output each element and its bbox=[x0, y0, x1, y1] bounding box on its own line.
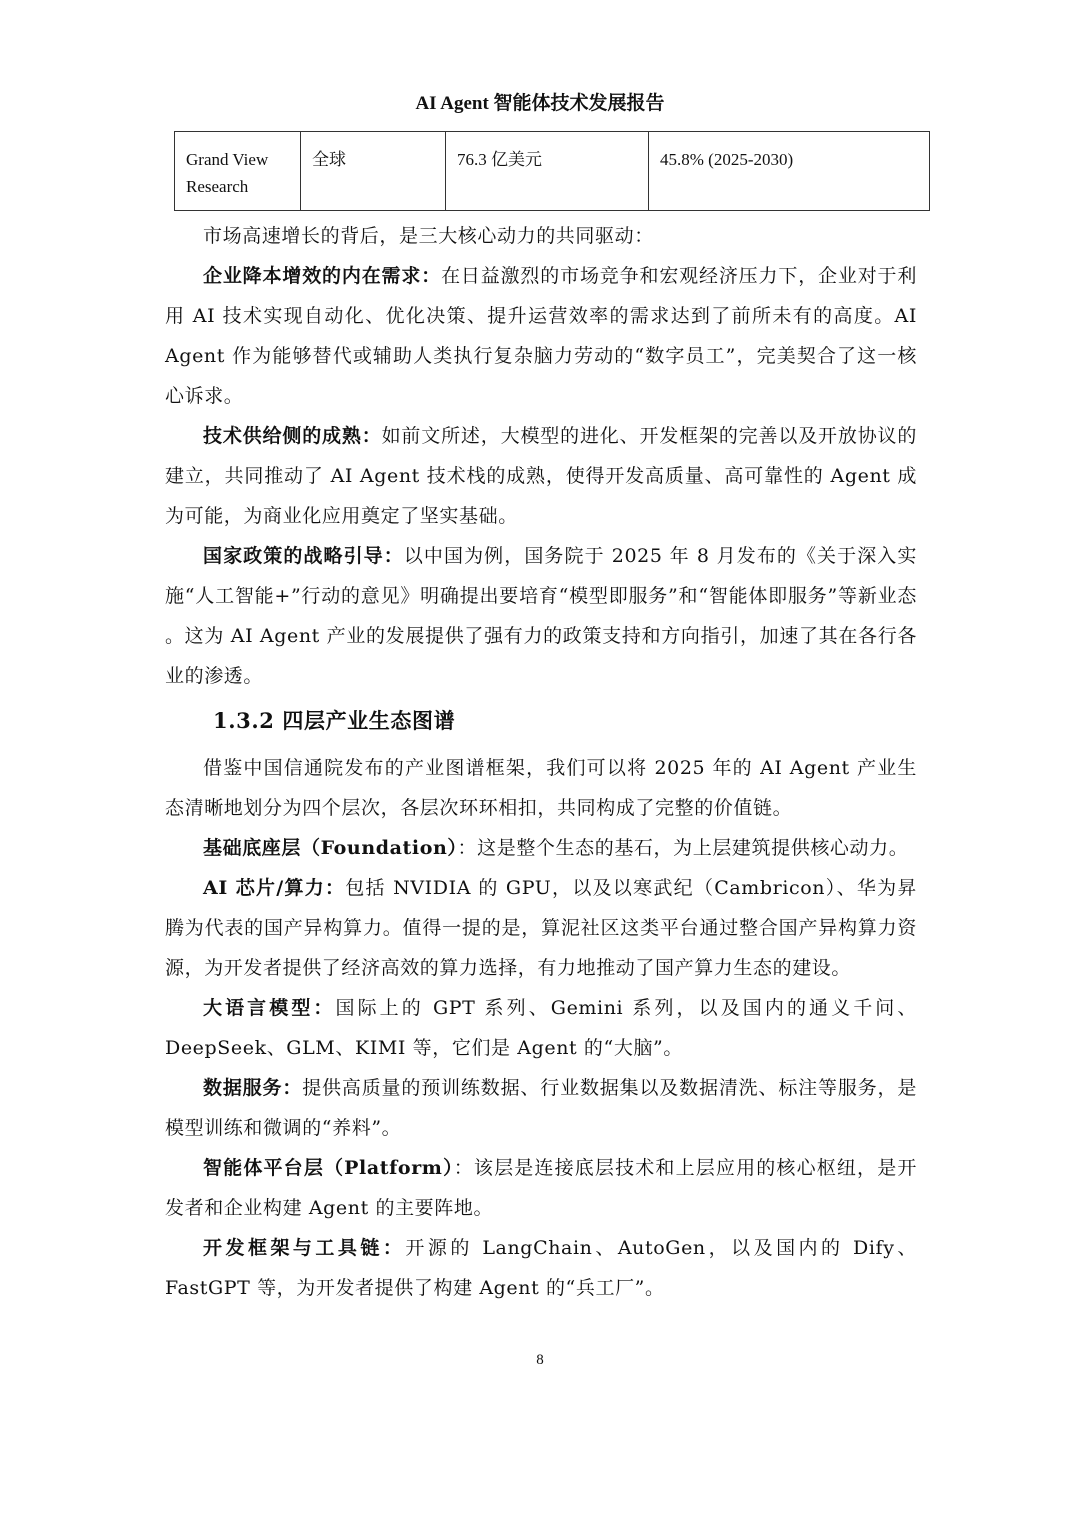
paragraph-lead: 大语言模型： bbox=[203, 997, 336, 1019]
paragraph-text: 提供高质量的预训练数据、行业数据集以及数据清洗、标注等服务，是模型训练和微调的“养料”。 bbox=[165, 1077, 917, 1139]
market-table bbox=[174, 131, 930, 211]
paragraph-lead: 企业降本增效的内在需求： bbox=[203, 265, 442, 287]
table-cell-source: Grand View Research bbox=[175, 132, 301, 211]
paragraph-text: 如前文所述，大模型的进化、开发框架的完善以及开放协议的建立，共同推动了 AI Agent 技术栈的成熟，使得开发高质量、高可靠性的 Agent 成为可能，为商业化应用奠定了坚实基础。 bbox=[165, 425, 917, 527]
page-number: 8 bbox=[536, 1352, 544, 1368]
paragraph-text: 在日益激烈的市场竞争和宏观经济压力下，企业对于利用 AI 技术实现自动化、优化决策、提升运营效率的需求达到了前所未有的高度。AI Agent 作为能够替代或辅助人类执行复杂脑力劳动的“数字员工”，完美契合了这一核心诉求。 bbox=[165, 265, 917, 407]
paragraph: 市场高速增长的背后，是三大核心动力的共同驱动： bbox=[203, 225, 654, 247]
paragraph bbox=[165, 828, 917, 868]
paragraph-text: ：该层是连接底层技术和上层应用的核心枢纽，是开发者和企业构建 Agent 的主要阵地。 bbox=[165, 1157, 917, 1219]
paragraph-lead: 开发框架与工具链： bbox=[203, 1237, 406, 1259]
section-heading: 1.3.2 四层产业生态图谱 bbox=[213, 708, 456, 733]
paragraph-lead: AI 芯片/算力： bbox=[203, 877, 346, 899]
paragraph bbox=[165, 1228, 917, 1308]
table-row bbox=[175, 132, 930, 211]
paragraph-text: 包括 NVIDIA 的 GPU，以及以寒武纪（Cambricon）、华为昇腾为代表的国产异构算力。值得一提的是，算泥社区这类平台通过整合国产异构算力资源，为开发者提供了经济高效的算力选择，有力地推动了国产算力生态的建设。 bbox=[165, 877, 917, 979]
table-cell-cagr: 45.8% (2025-2030) bbox=[649, 132, 930, 211]
paragraph-lead: 技术供给侧的成熟： bbox=[203, 425, 382, 447]
paragraph bbox=[165, 536, 917, 696]
paragraph: 借鉴中国信通院发布的产业图谱框架，我们可以将 2025 年的 AI Agent 产业生态清晰地划分为四个层次，各层次环环相扣，共同构成了完整的价值链。 bbox=[165, 757, 917, 819]
paragraph-text: 国际上的 GPT 系列、Gemini 系列，以及国内的通义千问、DeepSeek、GLM、KIMI 等，它们是 Agent 的“大脑”。 bbox=[165, 997, 917, 1059]
paragraph-lead: 数据服务： bbox=[203, 1077, 303, 1099]
table-cell-size: 76.3 亿美元 bbox=[446, 132, 649, 211]
paragraph-lead: 智能体平台层（Platform） bbox=[203, 1157, 454, 1179]
paragraph-text: 开源的 LangChain、AutoGen，以及国内的 Dify、FastGPT 等，为开发者提供了构建 Agent 的“兵工厂”。 bbox=[165, 1237, 918, 1299]
paragraph-lead: 国家政策的战略引导： bbox=[203, 545, 404, 567]
paragraph bbox=[165, 416, 917, 536]
body-text bbox=[165, 216, 917, 1308]
paragraph bbox=[165, 1068, 917, 1148]
paragraph bbox=[165, 868, 917, 988]
page-header: AI Agent 智能体技术发展报告 bbox=[415, 93, 665, 114]
paragraph bbox=[165, 988, 917, 1068]
paragraph bbox=[165, 256, 917, 416]
table-cell-region: 全球 bbox=[301, 132, 446, 211]
paragraph-text: 以中国为例，国务院于 2025 年 8 月发布的《关于深入实施“人工智能+”行动的意见》明确提出要培育“模型即服务”和“智能体即服务”等新业态 。这为 AI Agent 产业的发展提供了强有力的政策支持和方向指引，加速了其在各行各业的渗透。 bbox=[165, 545, 917, 687]
paragraph bbox=[165, 1148, 917, 1228]
paragraph-text: ：这是整个生态的基石，为上层建筑提供核心动力。 bbox=[457, 837, 909, 859]
paragraph-lead: 基础底座层（Foundation） bbox=[203, 837, 458, 859]
